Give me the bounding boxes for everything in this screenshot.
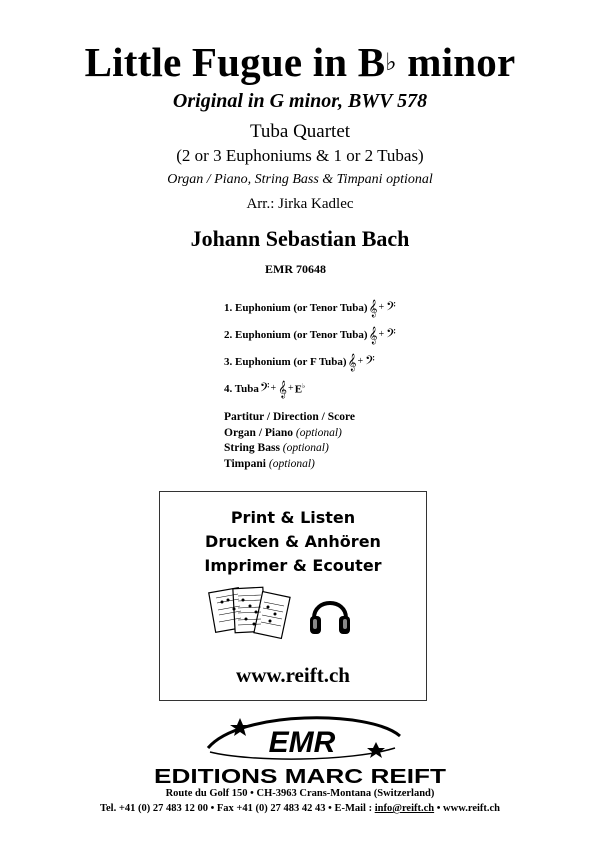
headphones-icon (306, 588, 354, 640)
promo-line: Print & Listen (230, 508, 356, 527)
score-item: Organ / Piano (optional) (224, 426, 342, 439)
part-item: 1. Euphonium (or Tenor Tuba) 𝄞 + 𝄢 (224, 298, 396, 317)
bass-clef-icon: 𝄢 (365, 352, 375, 371)
page-title: Little Fugue in B♭ minor (84, 39, 516, 85)
ensemble-label: Tuba Quartet (249, 121, 351, 142)
ensemble-detail: (2 or 3 Euphoniums & 1 or 2 Tubas) (176, 146, 424, 165)
score-item: Timpani (optional) (224, 457, 315, 470)
score-item: String Bass (optional) (224, 442, 329, 454)
treble-clef-icon: 𝄞 (278, 379, 288, 398)
bass-clef-icon: 𝄢 (259, 379, 270, 398)
treble-clef-icon: 𝄞 (368, 325, 378, 344)
bass-clef-icon: 𝄢 (386, 325, 396, 344)
subtitle: Original in G minor, BWV 578 (172, 90, 428, 112)
sheet-music-icon (208, 584, 292, 644)
promo-line: Drucken & Anhören (205, 532, 381, 551)
website-link[interactable]: www.reift.ch (236, 663, 350, 687)
e-flat-key: E♭ (294, 382, 306, 396)
email-link[interactable]: info@reift.ch (374, 803, 435, 814)
catalog-number: EMR 70648 (265, 262, 326, 276)
logo-mark: EMR (268, 726, 336, 759)
publisher-contact: Tel. +41 (0) 27 483 12 00 • Fax +41 (0) 27 483 42 43 • E-Mail : info@reift.ch • www.reift.ch (99, 803, 501, 814)
bass-clef-icon: 𝄢 (386, 298, 396, 317)
arranger: Arr.: Jirka Kadlec (246, 196, 354, 212)
score-item: Partitur / Direction / Score (224, 411, 355, 423)
promo-line: Imprimer & Ecouter (204, 556, 382, 575)
part-item: 3. Euphonium (or F Tuba) 𝄞 + 𝄢 (224, 352, 375, 371)
parts-list (224, 294, 396, 402)
publisher-address: Route du Golf 150 • CH-3963 Crans-Montana (Switzerland) (165, 788, 435, 799)
composer: Johann Sebastian Bach (190, 226, 410, 251)
flat-sign: ♭ (385, 50, 397, 76)
emr-logo (150, 712, 450, 787)
treble-clef-icon: 𝄞 (347, 352, 357, 371)
logo-wordmark: EDITIONS MARC REIFT (154, 766, 446, 787)
treble-clef-icon: 𝄞 (368, 298, 378, 317)
optional-instruments: Organ / Piano, String Bass & Timpani optional (167, 172, 433, 187)
print-listen-box (159, 491, 427, 701)
part-item: 2. Euphonium (or Tenor Tuba) 𝄞 + 𝄢 (224, 325, 396, 344)
part-item: 4. Tuba 𝄢 + 𝄞 + E♭ (224, 379, 306, 398)
score-list (224, 410, 355, 472)
